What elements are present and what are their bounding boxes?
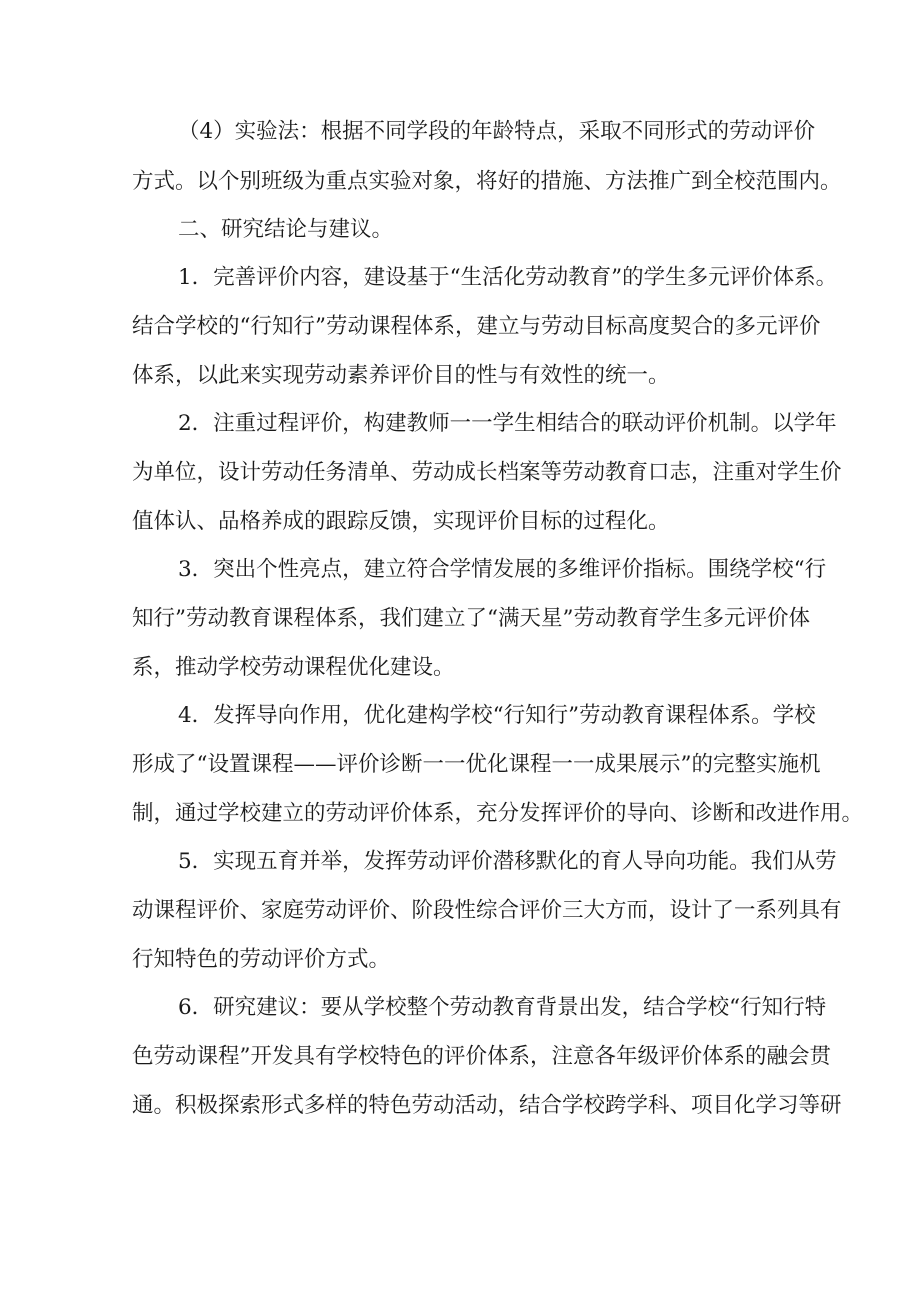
paragraph-conclusion-3-line-1: 3．突出个性亮点，建立符合学情发展的多维评价指标。围绕学校“行: [178, 557, 827, 582]
paragraph-conclusion-5-line-2: 动课程评价、家庭劳动评价、阶段性综合评价三大方而，设计了一系列具有: [132, 898, 842, 923]
paragraph-method-4-line-1: （4）实验法：根据不同学段的年龄特点，采取不同形式的劳动评价: [178, 119, 816, 144]
paragraph-conclusion-6-line-3: 通。积极探索形式多样的特色劳动活动，结合学校跨学科、项目化学习等研: [132, 1093, 842, 1118]
paragraph-conclusion-6-line-2: 色劳动课程”开发具有学校特色的评价体系，注意各年级评价体系的融会贯: [132, 1044, 831, 1069]
paragraph-conclusion-2-line-2: 为单位，设计劳动任务清单、劳动成长档案等劳动教育口志，注重对学生价: [132, 460, 842, 485]
paragraph-conclusion-1-line-3: 体系，以此来实现劳动素养评价目的性与有效性的统一。: [132, 363, 670, 388]
paragraph-conclusion-1-line-2: 结合学校的“行知行”劳动课程体系，建立与劳动目标高度契合的多元评价: [132, 314, 821, 339]
paragraph-conclusion-5-line-3: 行知特色的劳动评价方式。: [132, 947, 391, 972]
paragraph-conclusion-1-line-1: 1．完善评价内容，建设基于“生活化劳动教育”的学生多元评价体系。: [178, 265, 838, 290]
paragraph-conclusion-2-line-1: 2．注重过程评价，构建教师一一学生相结合的联动评价机制。以学年: [178, 411, 837, 436]
paragraph-conclusion-2-line-3: 值体认、品格养成的跟踪反馈，实现评价目标的过程化。: [132, 509, 670, 534]
paragraph-conclusion-4-line-1: 4．发挥导向作用，优化建构学校“行知行”劳动教育课程体系。学校: [178, 703, 816, 728]
paragraph-conclusion-3-line-2: 知行”劳动教育课程体系，我们建立了“满天星”劳动教育学生多元评价体: [132, 606, 810, 631]
paragraph-conclusion-3-line-3: 系，推动学校劳动课程优化建设。: [132, 655, 455, 680]
paragraph-conclusion-4-line-3: 制，通过学校建立的劳动评价体系，充分发挥评价的导向、诊断和改进作用。: [132, 801, 864, 826]
paragraph-conclusion-5-line-1: 5．实现五育并举，发挥劳动评价潜移默化的育人导向功能。我们从劳: [178, 849, 837, 874]
paragraph-conclusion-6-line-1: 6．研究建议：要从学校整个劳动教育背景出发，结合学校“行知行特: [178, 995, 827, 1020]
paragraph-conclusion-4-line-2: 形成了“设置课程——评价诊断一一优化课程一一成果展示”的完整实施机: [132, 752, 821, 777]
paragraph-method-4-line-2: 方式。以个别班级为重点实验对象，将好的措施、方法推广到全校范围内。: [132, 169, 842, 194]
section-heading: 二、研究结论与建议。: [178, 217, 394, 242]
